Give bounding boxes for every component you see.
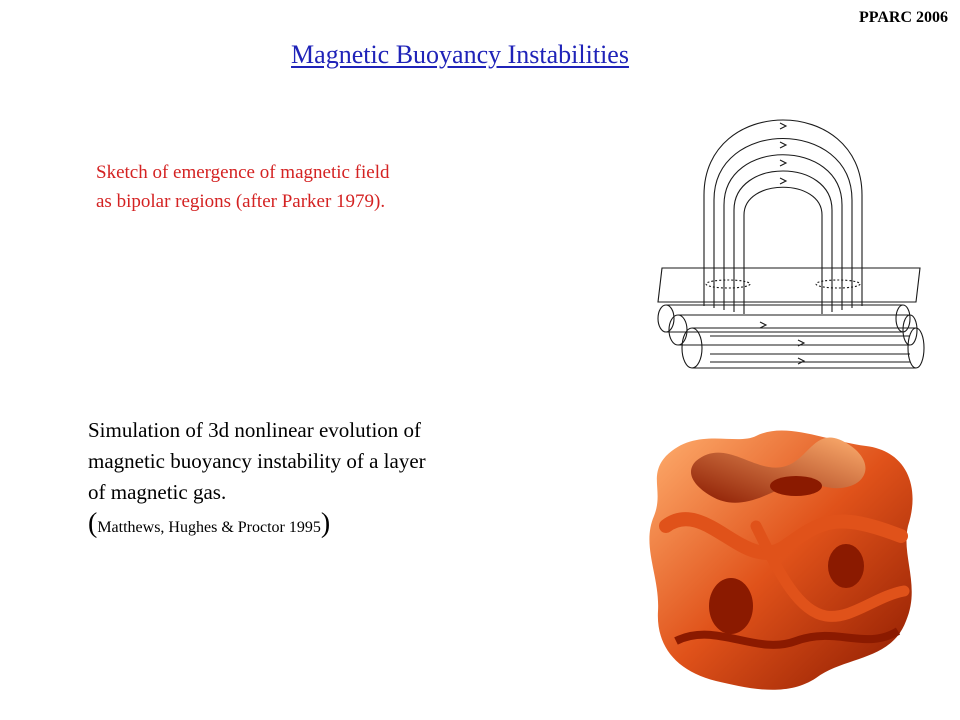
sim-hole-right	[828, 544, 864, 588]
slide-title: Magnetic Buoyancy Instabilities	[291, 40, 629, 69]
sketch-caption-line-2: as bipolar regions (after Parker 1979).	[96, 191, 386, 212]
sim-hole-left	[709, 578, 753, 634]
sketch-caption	[96, 158, 526, 216]
sim-hole-top	[770, 476, 822, 496]
simulation-caption	[88, 415, 538, 543]
simulation-caption-line-1: Simulation of 3d nonlinear evolution of	[88, 418, 422, 442]
citation-text: Matthews, Hughes & Proctor 1995	[97, 519, 321, 536]
bipolar-emergence-sketch	[648, 100, 930, 382]
header-tag: PPARC 2006	[858, 9, 948, 26]
simulation-caption-line-2: magnetic buoyancy instability of a layer	[88, 449, 426, 473]
field-loop-5	[744, 187, 822, 314]
field-loop-1	[704, 120, 862, 306]
citation-close-paren: )	[320, 508, 331, 539]
simulation-render	[636, 416, 924, 700]
citation	[88, 508, 538, 543]
sketch-caption-line-1: Sketch of emergence of magnetic field	[96, 162, 390, 183]
photosphere-plane	[658, 268, 920, 302]
field-loop-4	[734, 171, 832, 312]
footpoint-left	[706, 280, 750, 288]
footpoint-right	[816, 280, 860, 288]
flux-tube-middle	[669, 315, 917, 345]
citation-open-paren: (	[88, 508, 98, 539]
simulation-caption-line-3: of magnetic gas.	[88, 480, 227, 504]
